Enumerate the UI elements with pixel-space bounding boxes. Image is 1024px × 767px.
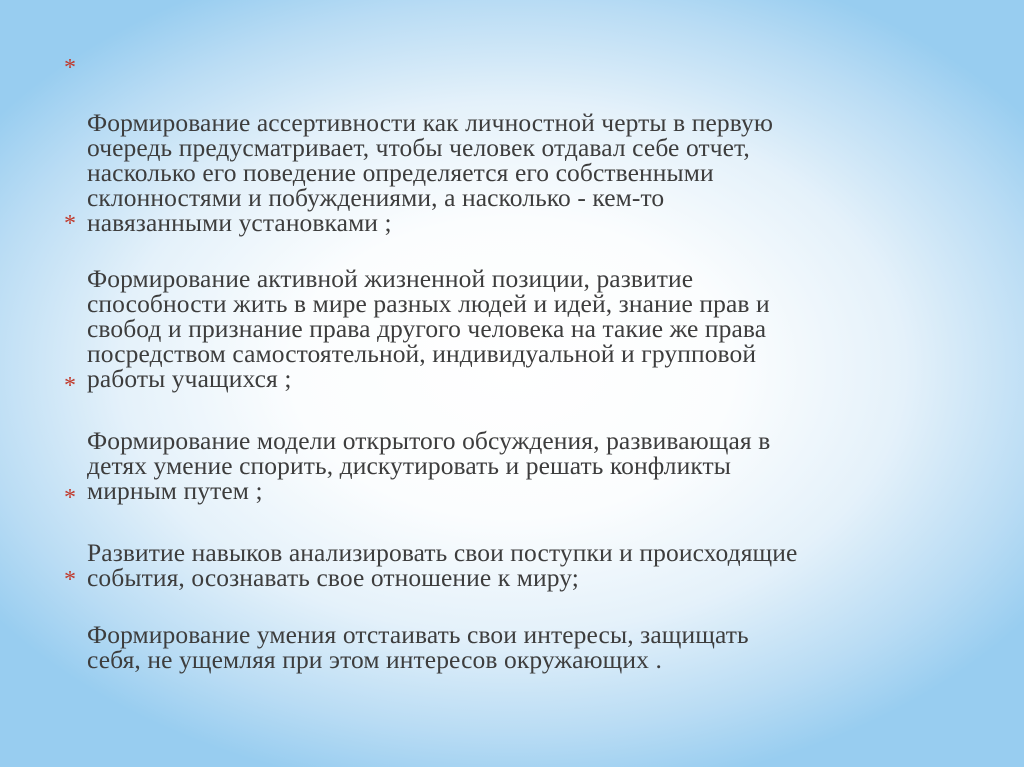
bullet-marker: * <box>64 55 77 81</box>
bullet-marker: * <box>64 567 77 593</box>
bullet-text: Формирование умения отстаивать свои интересы, защищать себя, не ущемляя при этом интересов окружающих . <box>87 620 749 674</box>
bullet-text: Формирование модели открытого обсуждения, развивающая в детях умение спорить, дискутировать и решать конфликты мирным путем ; <box>87 426 771 505</box>
bullet-marker: * <box>64 485 77 511</box>
bullet-text: Формирование активной жизненной позиции, развитие способности жить в мире разных людей и идей, знание прав и свобод и признание права другого человека на такие же права посредством самостоятельной, индивидуальной и групповой работы учащихся ; <box>87 264 770 393</box>
bullet-text: Развитие навыков анализировать свои поступки и происходящие события, осознавать свое отношение к миру; <box>87 538 798 592</box>
bullet-text: Формирование ассертивности как личностной черты в первую очередь предусматривает, чтобы человек отдавал себе отчет, насколько его поведение определяется его собственными склонностями и побуждениями, а насколько - кем-то навязанными установками ; <box>87 108 773 237</box>
bullet-marker: * <box>64 373 77 399</box>
bullet-item <box>64 567 964 697</box>
bullet-marker: * <box>64 211 77 237</box>
